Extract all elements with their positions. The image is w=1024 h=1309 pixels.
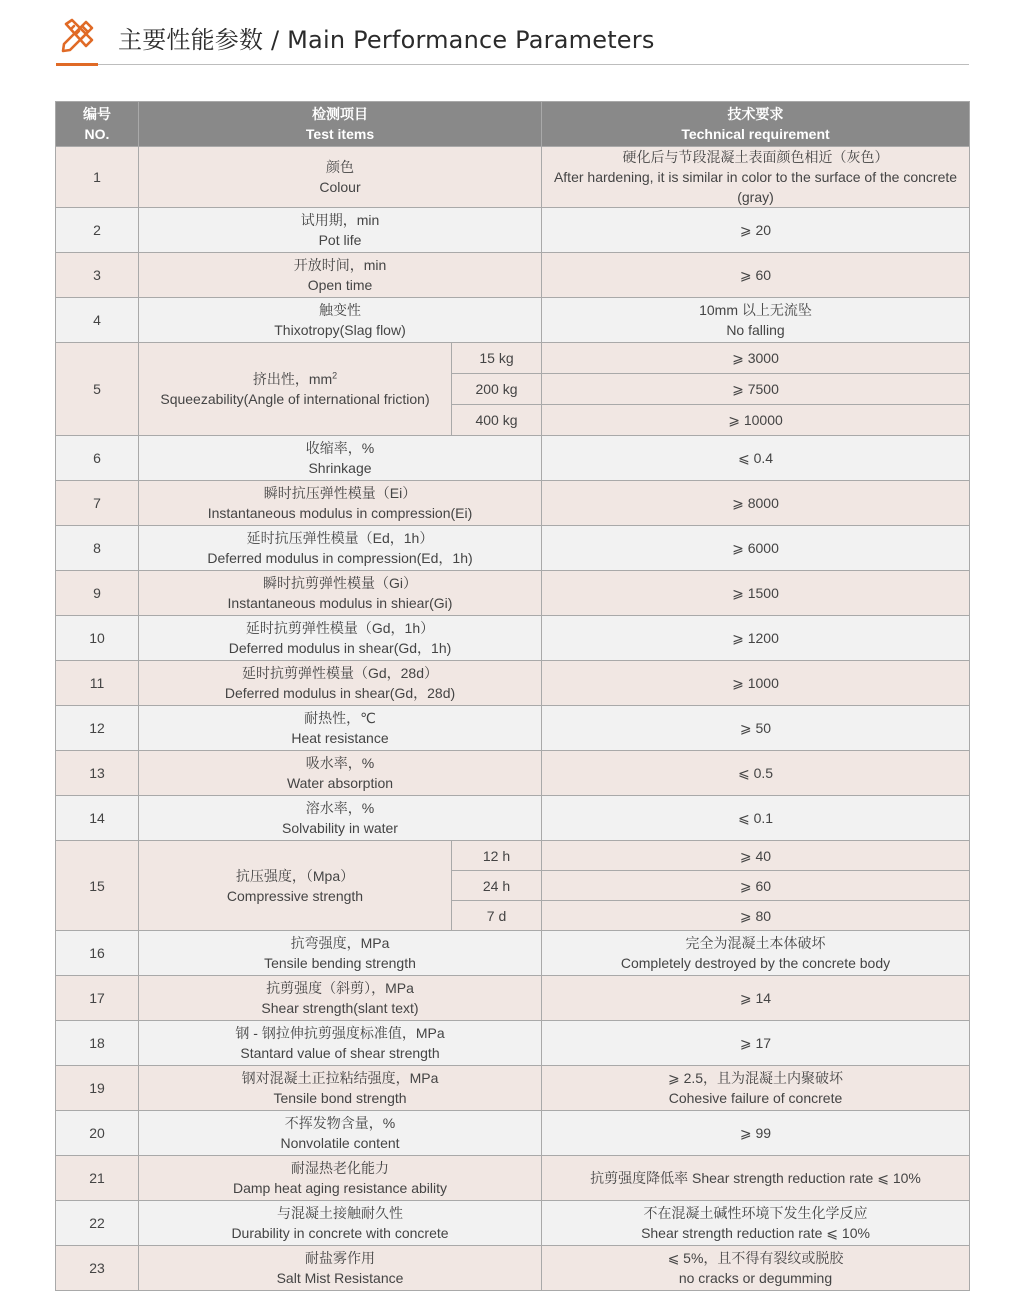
header-test-items: 检测项目 Test items	[139, 102, 542, 147]
pencil-ruler-icon	[58, 16, 96, 54]
requirement	[542, 147, 970, 208]
requirement-line-1: 抗剪强度降低率 Shear strength reduction rate ⩽ 10%	[590, 1170, 921, 1186]
test-item-cn: 开放时间，min	[293, 257, 387, 273]
row-number: 8	[56, 526, 139, 571]
sub-condition: 7 d	[452, 901, 542, 931]
test-item-en: Deferred modulus in shear(Gd，28d)	[224, 685, 456, 701]
requirement-line-1: ⩽ 0.4	[737, 450, 774, 466]
row-number: 6	[56, 436, 139, 481]
test-item	[139, 1201, 542, 1246]
row-number: 9	[56, 571, 139, 616]
table-row	[56, 661, 970, 706]
requirement-value: ⩾ 7500	[542, 374, 970, 405]
requirement	[542, 298, 970, 343]
test-item-en: Pot life	[318, 232, 362, 248]
section-header	[56, 14, 969, 70]
test-item	[139, 931, 542, 976]
requirement	[542, 526, 970, 571]
test-item-en: Instantaneous modulus in compression(Ei)	[207, 505, 473, 521]
test-item-cn: 钢对混凝土正拉粘结强度，MPa	[241, 1070, 439, 1086]
test-item-en: Instantaneous modulus in shiear(Gi)	[227, 595, 453, 611]
test-item-cn: 收缩率，%	[305, 440, 375, 456]
row-number: 17	[56, 976, 139, 1021]
requirement-line-1: 完全为混凝土本体破坏	[685, 935, 826, 951]
requirement-line-1: ⩽ 0.5	[737, 765, 774, 781]
test-item	[139, 526, 542, 571]
requirement	[542, 1201, 970, 1246]
requirement-value: ⩾ 80	[542, 901, 970, 931]
requirement	[542, 1111, 970, 1156]
table-row	[56, 208, 970, 253]
test-item	[139, 976, 542, 1021]
test-item-en: Deferred modulus in shear(Gd，1h)	[228, 640, 452, 656]
test-item-cn: 触变性	[319, 302, 361, 318]
title-divider-accent	[56, 63, 98, 66]
test-item-en: Shrinkage	[308, 460, 372, 476]
table-row	[56, 931, 970, 976]
test-item-cn: 耐热性，℃	[304, 710, 376, 726]
requirement-line-1: ⩾ 1500	[732, 585, 779, 601]
requirement-line-1: ⩽ 5%，且不得有裂纹或脱胶	[667, 1250, 844, 1266]
test-item-cn: 钢 - 钢拉伸抗剪强度标准值，MPa	[235, 1025, 445, 1041]
requirement-line-2: no cracks or degumming	[678, 1270, 833, 1286]
requirement-line-1: 不在混凝土碱性环境下发生化学反应	[643, 1205, 868, 1221]
row-number: 20	[56, 1111, 139, 1156]
test-item-en: Tensile bond strength	[273, 1090, 407, 1106]
test-item	[139, 706, 542, 751]
test-item	[139, 1066, 542, 1111]
requirement-line-2: Cohesive failure of concrete	[668, 1090, 843, 1106]
requirement-line-1: ⩾ 50	[739, 720, 772, 736]
test-item-en: Deferred modulus in compression(Ed，1h)	[207, 550, 473, 566]
requirement	[542, 706, 970, 751]
test-item-en: Compressive strength	[226, 887, 364, 904]
table-row	[56, 796, 970, 841]
table-row	[56, 1111, 970, 1156]
test-item	[139, 147, 542, 208]
test-item-cn: 耐盐雾作用	[305, 1250, 375, 1266]
requirement	[542, 208, 970, 253]
table-row	[56, 298, 970, 343]
test-item-cn: 与混凝土接触耐久性	[277, 1205, 403, 1221]
requirement-line-1: ⩾ 1200	[732, 630, 779, 646]
test-item-cn: 瞬时抗剪弹性模量（Gi）	[263, 575, 417, 591]
table-row	[56, 1201, 970, 1246]
test-item	[139, 343, 452, 436]
test-item	[139, 436, 542, 481]
test-item-en: Heat resistance	[291, 730, 389, 746]
requirement	[542, 481, 970, 526]
test-item-cn: 抗剪强度（斜剪），MPa	[266, 980, 414, 996]
sub-condition: 400 kg	[452, 405, 542, 436]
test-item-en: Salt Mist Resistance	[276, 1270, 404, 1286]
row-number: 14	[56, 796, 139, 841]
requirement	[542, 1066, 970, 1111]
test-item-cn: 颜色	[326, 159, 354, 175]
requirement	[542, 1156, 970, 1201]
row-number: 22	[56, 1201, 139, 1246]
requirement	[542, 976, 970, 1021]
requirement	[542, 571, 970, 616]
test-item	[139, 841, 452, 931]
requirement	[542, 796, 970, 841]
test-item-en: Nonvolatile content	[280, 1135, 400, 1151]
table-body	[56, 147, 970, 1291]
performance-parameters-table	[55, 101, 970, 1291]
row-number: 21	[56, 1156, 139, 1201]
test-item-cn: 抗压强度，（Mpa）	[235, 867, 355, 884]
row-number: 1	[56, 147, 139, 208]
table-header-row	[56, 102, 970, 147]
test-item	[139, 1021, 542, 1066]
test-item-cn: 试用期，min	[300, 212, 380, 228]
table-row	[56, 1246, 970, 1291]
requirement-line-1: 10mm 以上无流坠	[699, 302, 812, 318]
test-item-cn: 延时抗剪弹性模量（Gd，28d）	[241, 665, 439, 681]
row-number: 13	[56, 751, 139, 796]
test-item-cn: 耐湿热老化能力	[291, 1160, 389, 1176]
row-number: 11	[56, 661, 139, 706]
sub-condition: 12 h	[452, 841, 542, 871]
test-item	[139, 1156, 542, 1201]
test-item-en: Open time	[307, 277, 373, 293]
requirement-line-1: ⩾ 1000	[732, 675, 779, 691]
test-item	[139, 661, 542, 706]
test-item-cn: 延时抗剪弹性模量（Gd，1h）	[245, 620, 435, 636]
test-item	[139, 1111, 542, 1156]
requirement-line-1: ⩾ 60	[739, 267, 772, 283]
test-item	[139, 796, 542, 841]
test-item-cn: 不挥发物含量，%	[284, 1115, 396, 1131]
row-number: 15	[56, 841, 139, 931]
row-number: 10	[56, 616, 139, 661]
header-technical-requirement: 技术要求 Technical requirement	[542, 102, 970, 147]
requirement-line-2: No falling	[726, 322, 785, 338]
requirement	[542, 436, 970, 481]
requirement-value: ⩾ 10000	[542, 405, 970, 436]
sub-condition: 15 kg	[452, 343, 542, 374]
table-row	[56, 436, 970, 481]
requirement-value: ⩾ 40	[542, 841, 970, 871]
table-row	[56, 976, 970, 1021]
test-item-cn: 挤出性，$mm^2$	[252, 370, 338, 387]
requirement-line-2: After hardening, it is similar in color to the surface of the concrete (gray)	[553, 169, 958, 205]
table-row	[56, 481, 970, 526]
test-item-cn: 吸水率，%	[305, 755, 375, 771]
test-item	[139, 1246, 542, 1291]
requirement	[542, 253, 970, 298]
table-row	[56, 253, 970, 298]
test-item	[139, 481, 542, 526]
table-row	[56, 147, 970, 208]
row-number: 19	[56, 1066, 139, 1111]
row-number: 3	[56, 253, 139, 298]
requirement-line-1: ⩾ 20	[739, 222, 772, 238]
test-item	[139, 298, 542, 343]
test-item-en: Thixotropy(Slag flow)	[274, 322, 406, 338]
requirement	[542, 616, 970, 661]
page-title: 主要性能参数 / Main Performance Parameters	[118, 26, 655, 54]
test-item-en: Colour	[319, 179, 361, 195]
requirement-line-1: 硬化后与节段混凝土表面颜色相近（灰色）	[622, 149, 889, 165]
test-item-en: Stantard value of shear strength	[240, 1045, 440, 1061]
requirement-line-1: ⩾ 8000	[732, 495, 779, 511]
table-row	[56, 1156, 970, 1201]
test-item-en: Squeezability(Angle of international friction)	[160, 391, 430, 407]
table-row	[56, 616, 970, 661]
row-number: 23	[56, 1246, 139, 1291]
test-item	[139, 571, 542, 616]
superscript: 2	[332, 370, 338, 381]
test-item-en: Damp heat aging resistance ability	[232, 1180, 447, 1196]
sub-condition: 200 kg	[452, 374, 542, 405]
test-item-cn: 瞬时抗压弹性模量（Ei）	[263, 485, 417, 501]
test-item-cn: 抗弯强度，MPa	[290, 935, 390, 951]
row-number: 4	[56, 298, 139, 343]
header-no: 编号 NO.	[56, 102, 139, 147]
requirement	[542, 661, 970, 706]
requirement-line-1: ⩾ 17	[739, 1035, 772, 1051]
test-item	[139, 208, 542, 253]
table-row	[56, 841, 970, 871]
row-number: 5	[56, 343, 139, 436]
test-item	[139, 751, 542, 796]
row-number: 18	[56, 1021, 139, 1066]
requirement-line-1: ⩾ 2.5，且为混凝土内聚破坏	[667, 1070, 844, 1086]
table-row	[56, 571, 970, 616]
table-row	[56, 1021, 970, 1066]
requirement-value: ⩾ 60	[542, 871, 970, 901]
requirement-line-1: ⩾ 6000	[732, 540, 779, 556]
requirement-line-1: ⩾ 14	[739, 990, 772, 1006]
test-item-cn: 溶水率，%	[305, 800, 375, 816]
sub-condition: 24 h	[452, 871, 542, 901]
requirement	[542, 751, 970, 796]
table-row	[56, 751, 970, 796]
table-row	[56, 526, 970, 571]
test-item-en: Water absorption	[286, 775, 394, 791]
test-item-en: Tensile bending strength	[264, 955, 416, 971]
test-item	[139, 616, 542, 661]
requirement	[542, 931, 970, 976]
test-item	[139, 253, 542, 298]
table-row	[56, 706, 970, 751]
test-item-cn: 延时抗压弹性模量（Ed，1h）	[246, 530, 434, 546]
table-row	[56, 343, 970, 374]
requirement-line-1: ⩽ 0.1	[737, 810, 774, 826]
row-number: 7	[56, 481, 139, 526]
test-item-en: Durability in concrete with concrete	[231, 1225, 449, 1241]
requirement-value: ⩾ 3000	[542, 343, 970, 374]
test-item-en: Solvability in water	[282, 820, 398, 836]
requirement-line-2: Shear strength reduction rate ⩽ 10%	[641, 1225, 870, 1241]
test-item-en: Shear strength(slant text)	[261, 1000, 419, 1016]
requirement-line-2: Completely destroyed by the concrete body	[620, 955, 891, 971]
table-row	[56, 1066, 970, 1111]
row-number: 16	[56, 931, 139, 976]
title-divider	[56, 64, 969, 65]
requirement	[542, 1021, 970, 1066]
row-number: 2	[56, 208, 139, 253]
requirement	[542, 1246, 970, 1291]
row-number: 12	[56, 706, 139, 751]
requirement-line-1: ⩾ 99	[739, 1125, 772, 1141]
